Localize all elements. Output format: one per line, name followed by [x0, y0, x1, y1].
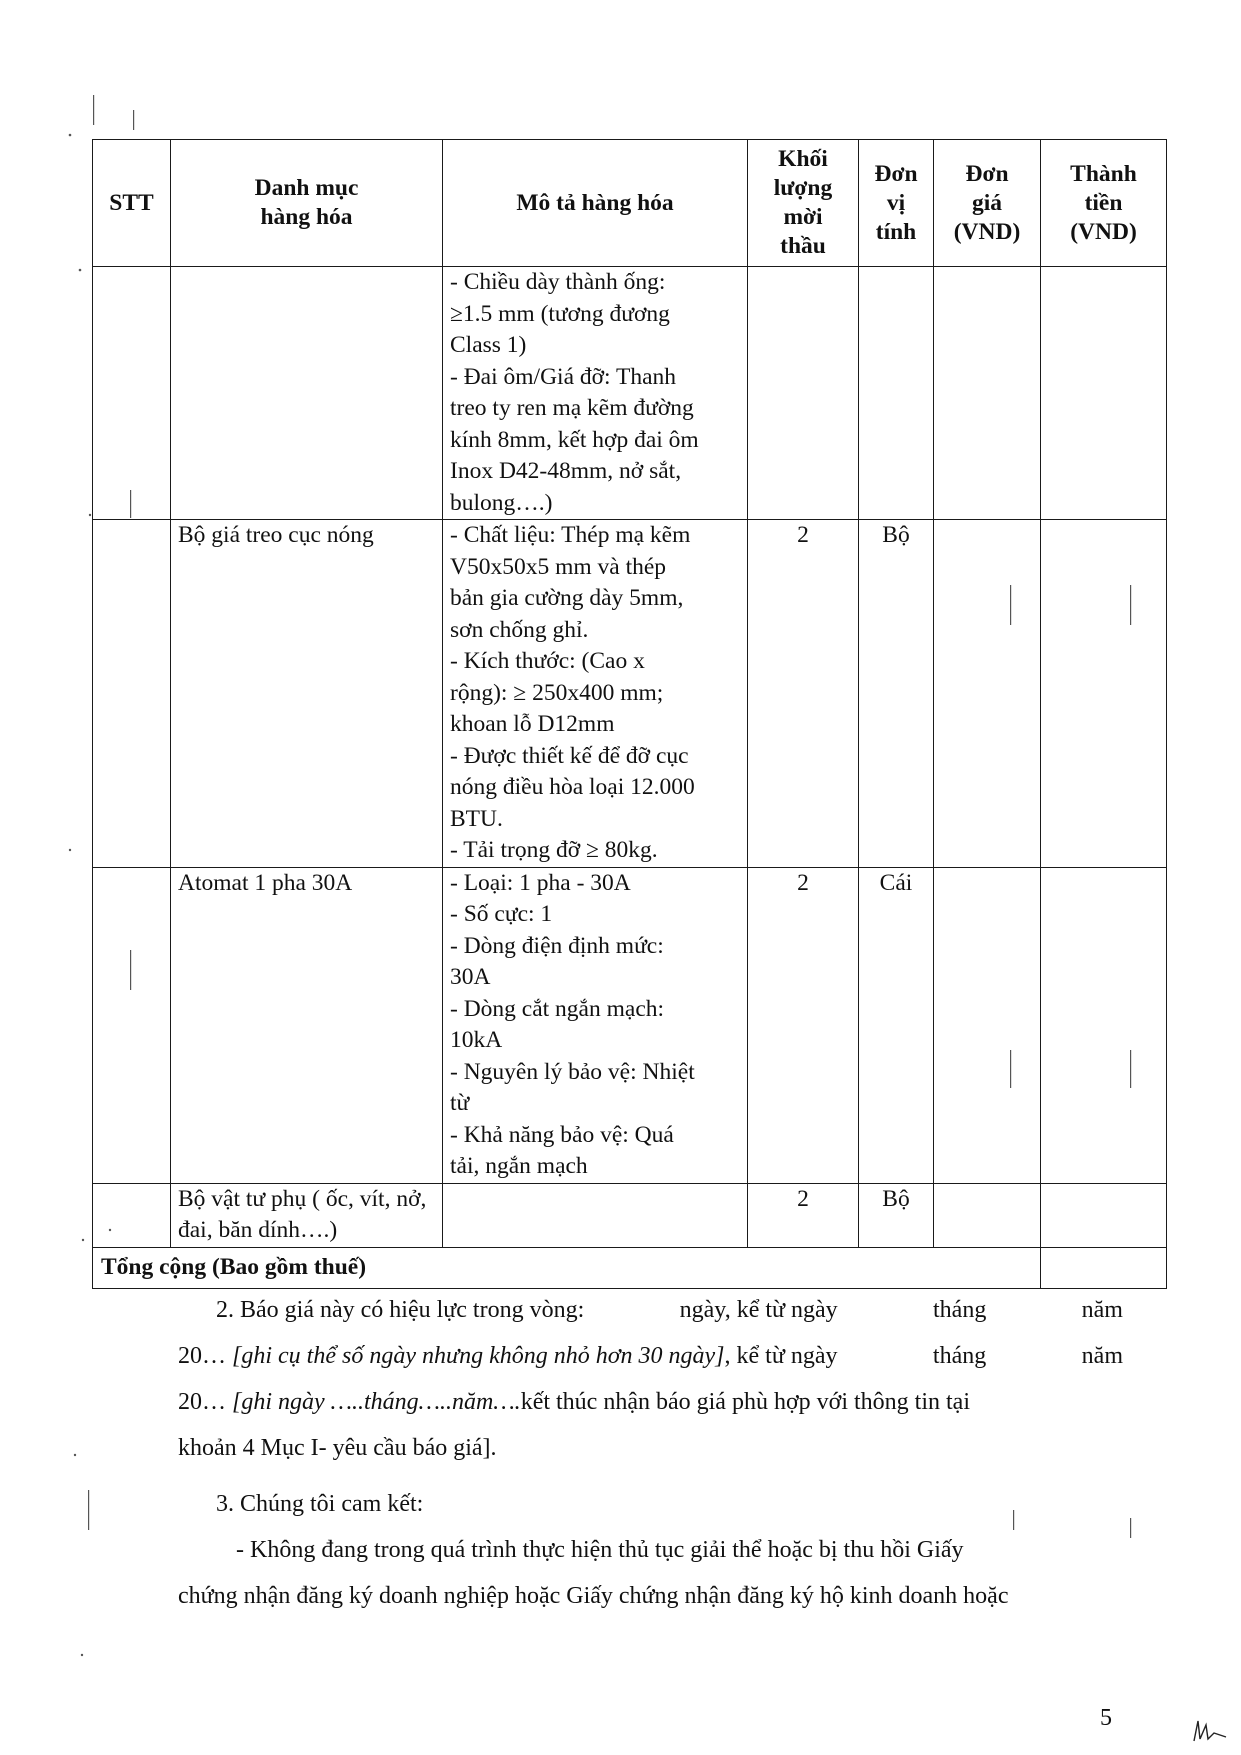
description-line: 10kA	[450, 1027, 503, 1053]
row-unit-price	[934, 1183, 1041, 1247]
header-quantity: Khối lượng mời thầu	[748, 140, 859, 267]
description-line: bulong….)	[450, 489, 553, 516]
description-line: V50x50x5 mm và thép	[450, 553, 667, 580]
row-stt	[93, 267, 171, 520]
row-stt	[93, 1183, 171, 1247]
description-line: Inox D42-48mm, nở sắt,	[450, 458, 682, 484]
description-line: từ	[450, 1090, 470, 1116]
row-unit: Bộ	[859, 1183, 934, 1247]
row-unit-price	[934, 867, 1041, 1183]
header-description: Mô tả hàng hóa	[443, 140, 748, 267]
description-line: - Tải trọng đỡ ≥ 80kg.	[450, 837, 658, 863]
description-line: bản gia cường dày 5mm,	[450, 585, 684, 611]
commitment-heading: 3. Chúng tôi cam kết:	[216, 1491, 424, 1517]
table-row	[93, 867, 1167, 1183]
row-name: Bộ giá treo cục nóng	[171, 520, 443, 868]
row-stt	[93, 520, 171, 868]
row-total	[1041, 520, 1167, 868]
commitment-item: - Không đang trong quá trình thực hiện thủ tục giải thể hoặc bị thu hồi Giấy chứng nhận đăng ký doanh nghiệp hoặc Giấy chứng nhận đăng ký hộ kinh doanh hoặc	[178, 1537, 1009, 1609]
total-label: Tổng cộng (Bao gồm thuế)	[93, 1247, 1041, 1288]
row-quantity	[748, 267, 859, 520]
description-line: sơn chống ghỉ.	[450, 616, 589, 643]
row-unit-price	[934, 520, 1041, 868]
description-line: - Chiều dày thành ống:	[450, 269, 666, 295]
row-stt	[93, 867, 171, 1183]
page-number: 5	[1100, 1705, 1112, 1731]
description-line: - Kích thước: (Cao x	[450, 648, 645, 674]
row-quantity: 2	[748, 867, 859, 1183]
header-unit: Đơn vị tính	[859, 140, 934, 267]
row-name	[171, 267, 443, 520]
row-description	[443, 1183, 748, 1247]
table-row	[93, 267, 1167, 520]
row-unit	[859, 267, 934, 520]
description-line: kính 8mm, kết hợp đai ôm	[450, 426, 699, 453]
description-line: - Khả năng bảo vệ: Quá	[450, 1121, 674, 1148]
header-row	[93, 140, 1167, 267]
row-unit-price	[934, 267, 1041, 520]
initials-signature	[1190, 1715, 1230, 1745]
total-row	[93, 1247, 1167, 1288]
description-line: rộng): ≥ 250x400 mm;	[450, 679, 664, 706]
description-line: ≥1.5 mm (tương đương	[450, 300, 670, 327]
description-line: - Đai ôm/Giá đỡ: Thanh	[450, 363, 677, 390]
header-category: Danh mục hàng hóa	[171, 140, 443, 267]
header-unit-price: Đơn giá (VND)	[934, 140, 1041, 267]
row-quantity: 2	[748, 520, 859, 868]
quotation-table	[92, 139, 1167, 1289]
description-line: 30A	[450, 964, 491, 990]
row-unit: Cái	[859, 867, 934, 1183]
description-line: - Được thiết kế để đỡ cục	[450, 742, 689, 769]
row-total	[1041, 867, 1167, 1183]
row-quantity: 2	[748, 1183, 859, 1247]
row-name: Bộ vật tư phụ ( ốc, vít, nở, đai, băn dính….)	[171, 1183, 443, 1247]
description-line: - Nguyên lý bảo vệ: Nhiệt	[450, 1058, 695, 1085]
row-description	[443, 520, 748, 868]
header-total: Thành tiền (VND)	[1041, 140, 1167, 267]
description-line: nóng điều hòa loại 12.000	[450, 774, 695, 800]
table-row	[93, 1183, 1167, 1247]
row-description	[443, 267, 748, 520]
description-line: treo ty ren mạ kẽm đường	[450, 395, 694, 421]
description-line: BTU.	[450, 805, 503, 832]
row-total	[1041, 1183, 1167, 1247]
row-name: Atomat 1 pha 30A	[171, 867, 443, 1183]
header-stt: STT	[93, 140, 171, 267]
description-line: - Loại: 1 pha - 30A	[450, 869, 631, 896]
description-line: khoan lỗ D12mm	[450, 711, 615, 737]
description-line: - Dòng cắt ngắn mạch:	[450, 995, 665, 1022]
description-line: - Số cực: 1	[450, 901, 553, 927]
row-unit: Bộ	[859, 520, 934, 868]
row-total	[1041, 267, 1167, 520]
validity-paragraph: 2. Báo giá này có hiệu lực trong vòng: ngày, kể từ ngày tháng năm 20… [ghi cụ thể số ngày nhưng không nhỏ hơn 30 ngày], kể từ ngày tháng năm 20… [ghi ngày …..tháng…..năm….kết thúc nhận báo giá phù hợp với thông tin tại khoản 4 Mục I- yêu cầu báo giá].	[178, 1297, 1123, 1461]
description-line: - Chất liệu: Thép mạ kẽm	[450, 522, 691, 548]
total-value	[1041, 1247, 1167, 1288]
row-description	[443, 867, 748, 1183]
description-line: - Dòng điện định mức:	[450, 932, 664, 959]
table-row	[93, 520, 1167, 868]
description-line: Class 1)	[450, 332, 527, 358]
description-line: tải, ngắn mạch	[450, 1153, 588, 1179]
